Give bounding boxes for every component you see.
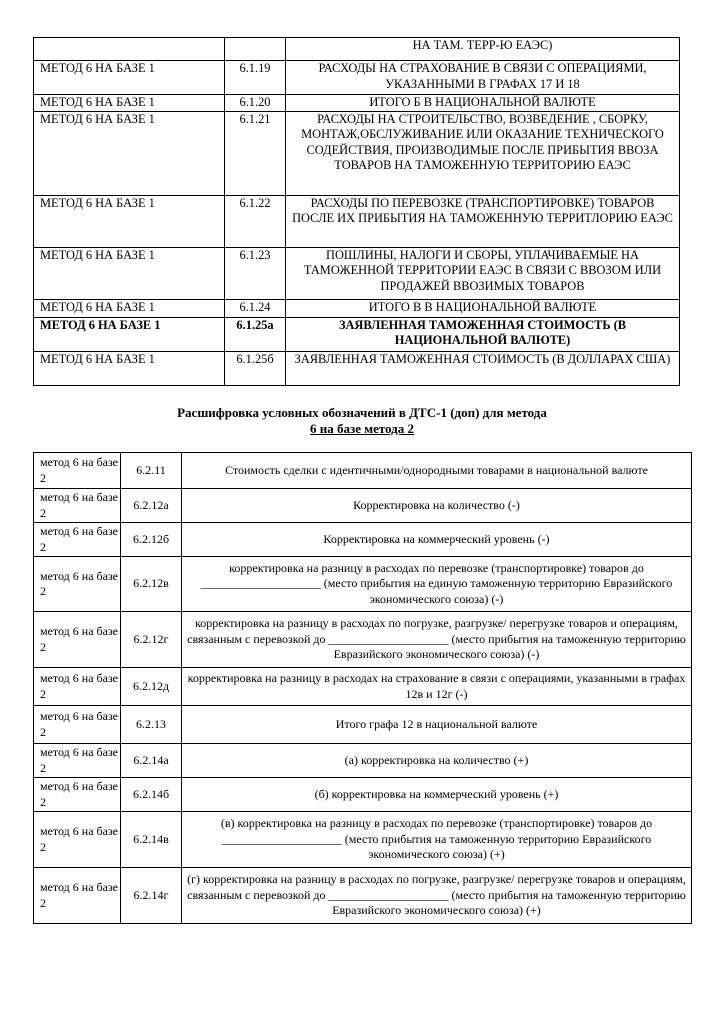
section-subcaption: 6 на базе метода 2 — [309, 421, 415, 436]
code-cell: 6.1.25б — [225, 351, 286, 385]
method-cell: метод 6 на базе 2 — [34, 778, 121, 812]
table-row — [34, 706, 692, 744]
method-cell: метод 6 на базе 2 — [34, 557, 121, 612]
code-cell: 6.1.20 — [225, 95, 286, 112]
method-cell: метод 6 на базе 2 — [34, 668, 121, 706]
method-cell: метод 6 на базе 2 — [34, 523, 121, 557]
method-cell: МЕТОД 6 НА БАЗЕ 1 — [34, 351, 225, 385]
description-cell: ЗАЯВЛЕННАЯ ТАМОЖЕННАЯ СТОИМОСТЬ (В НАЦИОНАЛЬНОЙ ВАЛЮТЕ) — [286, 317, 680, 351]
method-cell: метод 6 на базе 2 — [34, 489, 121, 523]
description-cell: Итого графа 12 в национальной валюте — [182, 706, 692, 744]
method-cell: МЕТОД 6 НА БАЗЕ 1 — [34, 61, 225, 95]
method-cell: метод 6 на базе 2 — [34, 812, 121, 868]
table-row — [34, 523, 692, 557]
table-row — [34, 299, 680, 317]
description-cell: РАСХОДЫ НА СТРОИТЕЛЬСТВО, ВОЗВЕДЕНИЕ , СБОРКУ, МОНТАЖ,ОБСЛУЖИВАНИЕ ИЛИ ОКАЗАНИЕ ТЕХНИЧЕСКОГО СОДЕЙСТВИЯ, ПРОИЗВОДИМЫЕ ПОСЛЕ ПРИБЫТИЯ ВВОЗА ТОВАРОВ НА ТАМОЖЕННУЮ ТЕРРИТОРИЮ ЕАЭС — [286, 111, 680, 195]
table-row — [34, 812, 692, 868]
description-cell: РАСХОДЫ НА СТРАХОВАНИЕ В СВЯЗИ С ОПЕРАЦИЯМИ, УКАЗАННЫМИ В ГРАФАХ 17 И 18 — [286, 61, 680, 95]
code-cell: 6.1.23 — [225, 247, 286, 299]
description-cell: ЗАЯВЛЕННАЯ ТАМОЖЕННАЯ СТОИМОСТЬ (В ДОЛЛАРАХ США) — [286, 351, 680, 385]
code-cell: 6.2.12а — [121, 489, 182, 523]
description-cell: Корректировка на коммерческий уровень (-) — [182, 523, 692, 557]
method-cell: метод 6 на базе 2 — [34, 868, 121, 924]
description-cell: корректировка на разницу в расходах по перевозке (транспортировке) товаров до ____________________ (место прибытия на единую таможенную территорию Евразийского экономического союза) (-) — [182, 557, 692, 612]
bottom-table — [33, 452, 692, 924]
description-cell: ИТОГО В В НАЦИОНАЛЬНОЙ ВАЛЮТЕ — [286, 299, 680, 317]
description-cell: ПОШЛИНЫ, НАЛОГИ И СБОРЫ, УПЛАЧИВАЕМЫЕ НА ТАМОЖЕННОЙ ТЕРРИТОРИИ ЕАЭС В СВЯЗИ С ВВОЗОМ ИЛИ ПРОДАЖЕЙ ВВОЗИМЫХ ТОВАРОВ — [286, 247, 680, 299]
code-cell: 6.2.12г — [121, 612, 182, 668]
method-cell: метод 6 на базе 2 — [34, 453, 121, 489]
table-row — [34, 453, 692, 489]
code-cell: 6.1.19 — [225, 61, 286, 95]
description-cell: ИТОГО Б В НАЦИОНАЛЬНОЙ ВАЛЮТЕ — [286, 95, 680, 112]
table-row — [34, 612, 692, 668]
description-cell: (а) корректировка на количество (+) — [182, 744, 692, 778]
table-row — [34, 668, 692, 706]
method-cell: метод 6 на базе 2 — [34, 612, 121, 668]
method-cell — [34, 38, 225, 61]
method-cell: метод 6 на базе 2 — [34, 706, 121, 744]
table-row — [34, 351, 680, 385]
table-row — [34, 195, 680, 247]
code-cell — [225, 38, 286, 61]
method-cell: МЕТОД 6 НА БАЗЕ 1 — [34, 299, 225, 317]
method-cell: МЕТОД 6 НА БАЗЕ 1 — [34, 195, 225, 247]
code-cell: 6.2.12б — [121, 523, 182, 557]
table-row — [34, 38, 680, 61]
table-row — [34, 557, 692, 612]
description-cell: корректировка на разницу в расходах на страхование в связи с операциями, указанными в графах 12в и 12г (-) — [182, 668, 692, 706]
code-cell: 6.2.11 — [121, 453, 182, 489]
code-cell: 6.2.14г — [121, 868, 182, 924]
code-cell: 6.1.25а — [225, 317, 286, 351]
description-cell: Стоимость сделки с идентичными/однородными товарами в национальной валюте — [182, 453, 692, 489]
description-cell: корректировка на разницу в расходах по погрузке, разгрузке/ перегрузке товаров и операциям, связанным с перевозкой до ____________________ (место прибытия на таможенную территорию Евразийского экономического союза) (-) — [182, 612, 692, 668]
table-row — [34, 111, 680, 195]
description-cell: Корректировка на количество (-) — [182, 489, 692, 523]
code-cell: 6.2.12в — [121, 557, 182, 612]
code-cell: 6.2.14в — [121, 812, 182, 868]
table-row — [34, 317, 680, 351]
method-cell: МЕТОД 6 НА БАЗЕ 1 — [34, 95, 225, 112]
code-cell: 6.2.14а — [121, 744, 182, 778]
table-row — [34, 95, 680, 112]
description-cell: НА ТАМ. ТЕРР-Ю ЕАЭС) — [286, 38, 680, 61]
code-cell: 6.2.14б — [121, 778, 182, 812]
table-row — [34, 744, 692, 778]
table-row — [34, 868, 692, 924]
method-cell: МЕТОД 6 НА БАЗЕ 1 — [34, 247, 225, 299]
top-table — [33, 37, 680, 386]
code-cell: 6.2.13 — [121, 706, 182, 744]
description-cell: РАСХОДЫ ПО ПЕРЕВОЗКЕ (ТРАНСПОРТИРОВКЕ) ТОВАРОВ ПОСЛЕ ИХ ПРИБЫТИЯ НА ТАМОЖЕННУЮ ТЕРРИТЛОРИЮ ЕАЭС — [286, 195, 680, 247]
code-cell: 6.1.22 — [225, 195, 286, 247]
code-cell: 6.2.12д — [121, 668, 182, 706]
description-cell: (б) корректировка на коммерческий уровень (+) — [182, 778, 692, 812]
description-cell: (в) корректировка на разницу в расходах по перевозке (транспортировке) товаров до ____________________ (место прибытия на таможенную территорию Евразийского экономического союза) (+) — [182, 812, 692, 868]
method-cell: МЕТОД 6 НА БАЗЕ 1 — [34, 317, 225, 351]
code-cell: 6.1.24 — [225, 299, 286, 317]
table-row — [34, 247, 680, 299]
section-caption: Расшифровка условных обозначений в ДТС-1 (доп) для метода — [177, 405, 547, 420]
table-row — [34, 778, 692, 812]
table-row — [34, 489, 692, 523]
code-cell: 6.1.21 — [225, 111, 286, 195]
description-cell: (г) корректировка на разницу в расходах по погрузке, разгрузке/ перегрузке товаров и операциям, связанным с перевозкой до ____________________ (место прибытия на таможенную территорию Евразийского экономического союза) (+) — [182, 868, 692, 924]
method-cell: метод 6 на базе 2 — [34, 744, 121, 778]
method-cell: МЕТОД 6 НА БАЗЕ 1 — [34, 111, 225, 195]
table-row — [34, 61, 680, 95]
